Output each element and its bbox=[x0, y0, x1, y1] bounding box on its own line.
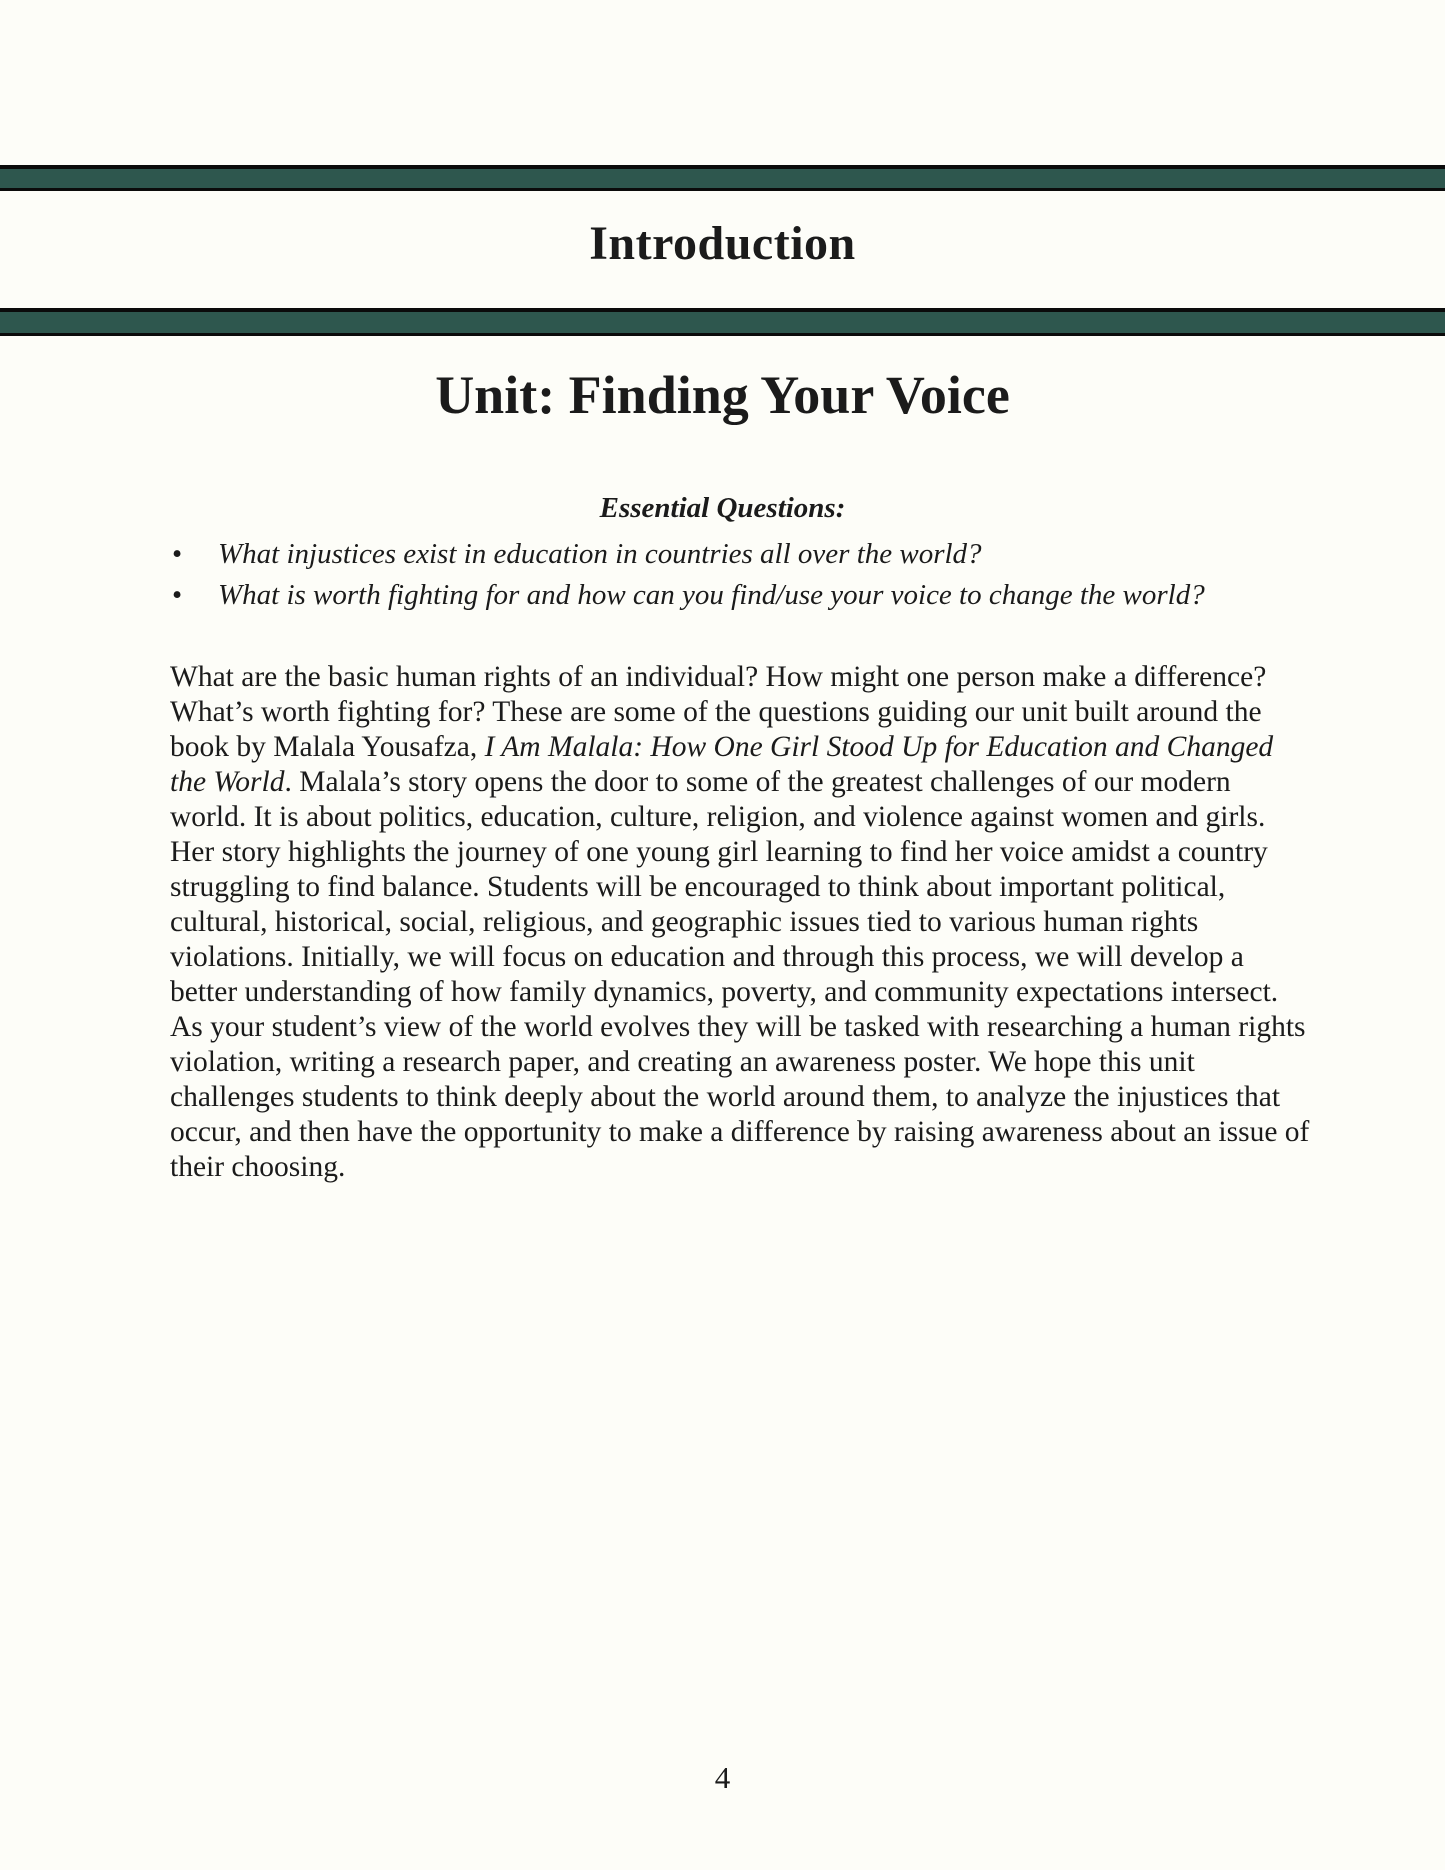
essential-question-text: What injustices exist in education in countries all over the world? bbox=[218, 538, 982, 570]
page-title: Introduction bbox=[589, 217, 856, 270]
paragraph-text-run: . Malala’s story opens the door to some of the greatest challenges of our modern world. It is about politics, education, culture, religion, and violence against women and girls. Her story highlights the journey of one young girl learning to find her voice amidst a country struggling to find balance. Students will be encouraged to think about important political, cultural, historical, social, religious, and geographic issues tied to various human rights violations. Initially, we will focus on education and through this process, we will develop a better understanding of how family dynamics, poverty, and community expectations intersect. As your student’s view of the world evolves they will be tasked with researching a human rights violation, writing a research paper, and creating an awareness poster. We hope this unit challenges students to think deeply about the world around them, to analyze the injustices that occur, and then have the opportunity to make a difference by raising awareness about an issue of their choosing. bbox=[170, 766, 1310, 1183]
essential-questions-list bbox=[170, 534, 1340, 616]
page-number: 4 bbox=[714, 1760, 731, 1795]
unit-title: Unit: Finding Your Voice bbox=[435, 365, 1010, 425]
essential-question-text: What is worth fighting for and how can you find/use your voice to change the world? bbox=[218, 579, 1205, 611]
section-divider-top bbox=[0, 165, 1445, 191]
list-item bbox=[170, 534, 1340, 575]
bullet-icon: • bbox=[172, 579, 183, 611]
unit-description-paragraph bbox=[170, 660, 1312, 1185]
essential-questions-label: Essential Questions: bbox=[599, 492, 846, 524]
book-title-italic: I Am Malala: How One Girl Stood Up for Education and Changed the World bbox=[170, 731, 1274, 798]
section-divider-bottom bbox=[0, 308, 1445, 336]
list-item bbox=[170, 575, 1340, 616]
bullet-icon: • bbox=[172, 538, 183, 570]
paragraph-text-run: What are the basic human rights of an individual? How might one person make a difference? What’s worth fighting for? These are some of the questions guiding our unit built around the book by Malala Yousafza, bbox=[170, 661, 1267, 763]
